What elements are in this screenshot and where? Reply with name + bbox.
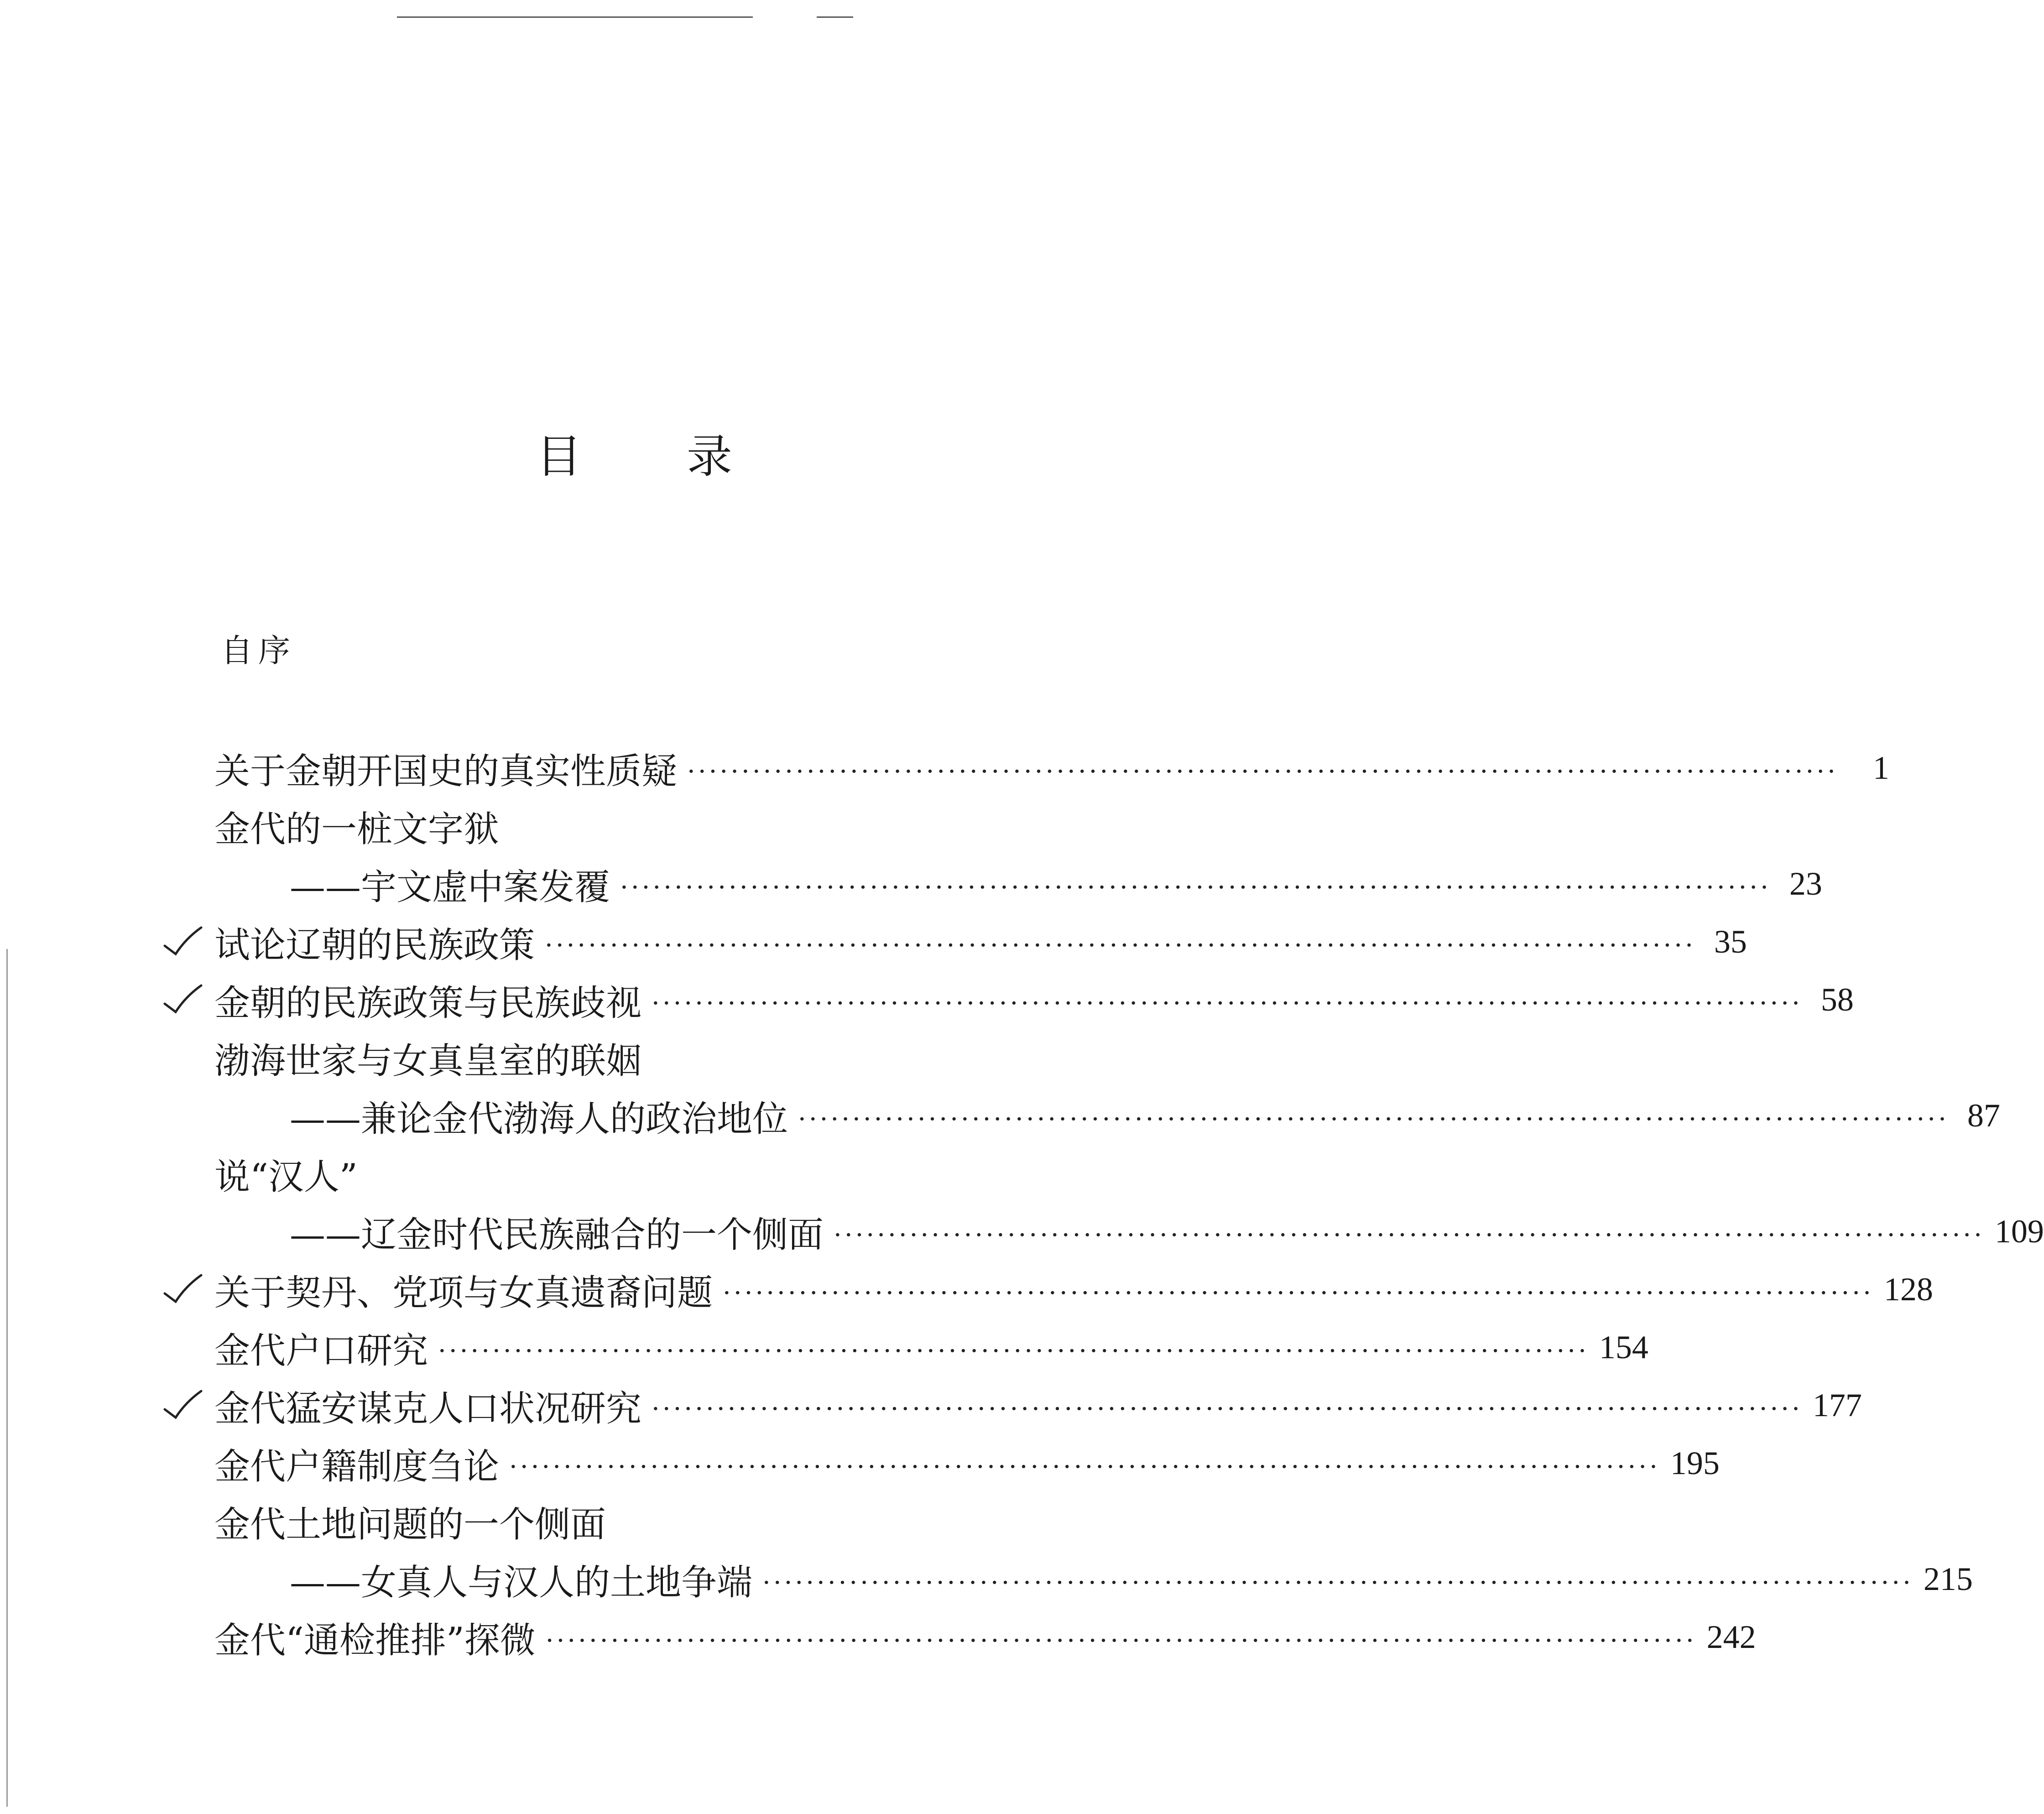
toc-entry-title: 金代土地问题的一个侧面	[214, 1504, 606, 1545]
toc-entry-title: ——兼论金代渤海人的政治地位	[290, 1098, 788, 1140]
toc-page-number: 23	[1789, 865, 1822, 902]
title-char-left: 目	[536, 430, 582, 483]
toc-entry[interactable]	[214, 1029, 1109, 1087]
toc-leader-dots: ··········································································································	[798, 1105, 1949, 1134]
toc-page-number: 215	[1923, 1561, 1973, 1597]
toc-entry-title: 说“汉人”	[214, 1156, 358, 1198]
check-mark-icon	[162, 1388, 203, 1420]
toc-page-number: 35	[1714, 923, 1747, 960]
toc-leader-dots: ··········································································································	[762, 1568, 1914, 1598]
toc-entry-title: 金朝的民族政策与民族歧视	[214, 982, 642, 1024]
toc-entry-title: 试论辽朝的民族政策	[214, 924, 535, 966]
toc-leader-dots: ··········································································································	[509, 1452, 1660, 1482]
toc-preface[interactable]: 自序	[221, 632, 296, 669]
toc-leader-dots: ··········································································································	[687, 757, 1838, 787]
page-title	[0, 420, 1268, 485]
title-char-right: 录	[687, 430, 732, 483]
top-rule-segment	[817, 16, 853, 18]
toc-entry-title: 金代的一桩文字狱	[214, 808, 500, 850]
toc-entry-title: 金代户口研究	[214, 1330, 428, 1371]
toc-leader-dots: ··········································································································	[620, 873, 1771, 902]
toc-leader-dots: ··········································································································	[723, 1278, 1874, 1308]
toc-entry-title: 金代“通检推排”探微	[214, 1620, 536, 1661]
toc-entry[interactable]	[214, 1261, 1933, 1319]
toc-entry[interactable]	[214, 855, 1822, 913]
toc-entry[interactable]	[214, 1550, 1973, 1608]
table-of-contents	[214, 739, 2044, 1666]
toc-entry-title: 金代猛安谋克人口状况研究	[214, 1388, 642, 1429]
toc-page-number: 87	[1967, 1097, 2000, 1134]
toc-leader-dots: ··········································································································	[652, 1394, 1803, 1424]
page-edge-line	[6, 949, 8, 1807]
toc-page-number: 109	[1994, 1213, 2044, 1250]
toc-entry[interactable]	[214, 1608, 1756, 1666]
toc-entry[interactable]	[214, 1145, 1109, 1203]
check-mark-icon	[162, 1272, 203, 1304]
toc-entry-title: 关于金朝开国史的真实性质疑	[214, 751, 678, 792]
toc-page-number: 1	[1872, 750, 1889, 786]
toc-page-number: 128	[1883, 1271, 1933, 1308]
toc-page-number: 177	[1812, 1387, 1862, 1423]
toc-entry[interactable]	[214, 1087, 2000, 1145]
check-mark-icon	[162, 983, 203, 1015]
toc-page-number: 58	[1820, 981, 1854, 1018]
toc-entry[interactable]	[214, 971, 1854, 1029]
toc-entry[interactable]	[214, 913, 1747, 971]
check-mark-icon	[162, 925, 203, 957]
toc-page-number: 195	[1670, 1445, 1720, 1481]
toc-entry[interactable]	[214, 739, 1889, 797]
top-rule	[397, 16, 753, 18]
toc-entry[interactable]	[214, 1492, 1109, 1550]
toc-entry[interactable]	[214, 797, 1109, 855]
toc-entry-title: 关于契丹、党项与女真遗裔问题	[214, 1272, 713, 1314]
toc-leader-dots: ··········································································································	[438, 1336, 1589, 1366]
toc-entry-title: 渤海世家与女真皇室的联姻	[214, 1040, 642, 1082]
toc-leader-dots: ··········································································································	[652, 989, 1803, 1018]
toc-entry-title: ——辽金时代民族融合的一个侧面	[290, 1214, 824, 1256]
toc-entry[interactable]	[214, 1319, 1648, 1376]
toc-leader-dots: ··········································································································	[545, 1626, 1697, 1656]
toc-entry[interactable]	[214, 1203, 2044, 1261]
toc-leader-dots: ··········································································································	[545, 931, 1696, 960]
toc-entry[interactable]	[214, 1376, 1862, 1434]
toc-entry-title: 金代户籍制度刍论	[214, 1446, 500, 1487]
toc-leader-dots: ··········································································································	[834, 1220, 1985, 1250]
toc-page-number: 242	[1706, 1619, 1756, 1655]
toc-entry-title: ——宇文虚中案发覆	[290, 866, 610, 908]
toc-entry[interactable]	[214, 1434, 1720, 1492]
toc-entry-title: ——女真人与汉人的土地争端	[290, 1562, 753, 1603]
toc-page-number: 154	[1599, 1329, 1648, 1366]
